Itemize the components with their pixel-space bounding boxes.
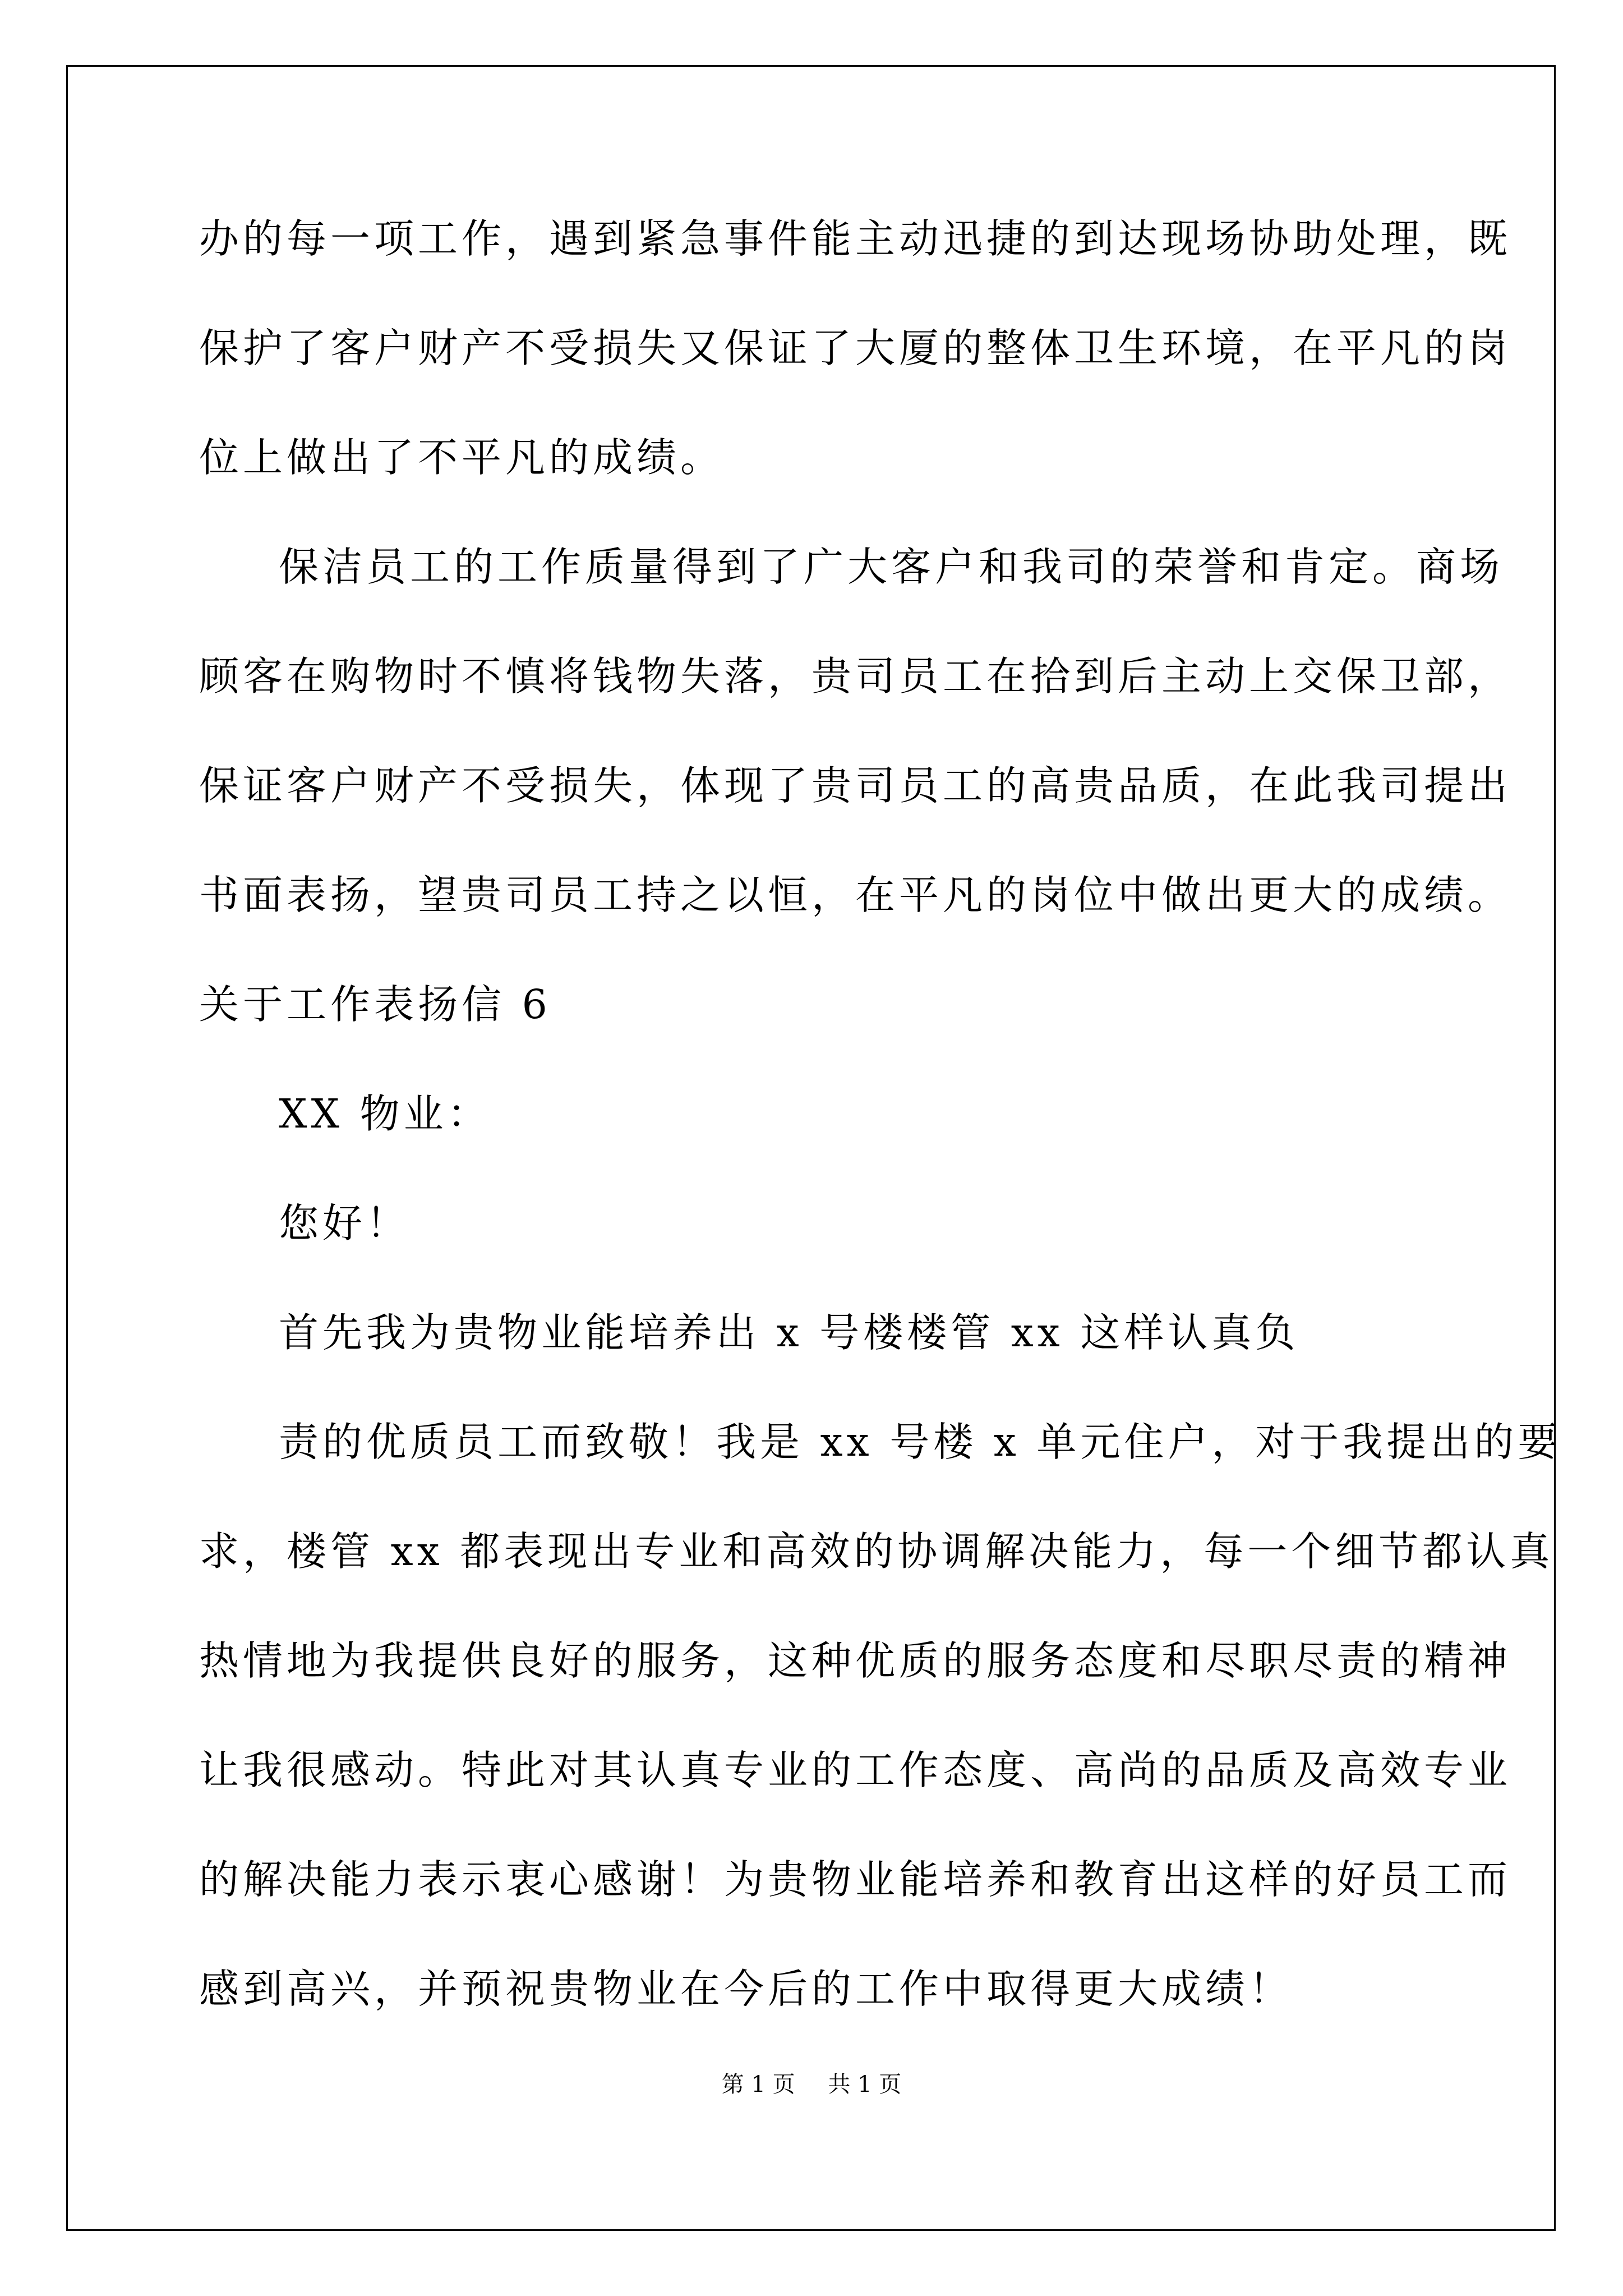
text-line: 责的优质员工而致敬！我是 xx 号楼 x 单元住户，对于我提出的要 [279, 1419, 1562, 1465]
salutation: XX 物业： [279, 1091, 491, 1137]
text-line: 保洁员工的工作质量得到了广大客户和我司的荣誉和肯定。商场 [279, 544, 1504, 590]
text-line: 保护了客户财产不受损失又保证了大厦的整体卫生环境，在平凡的岗 [199, 325, 1512, 371]
text-line: 首先我为贵物业能培养出 x 号楼楼管 xx 这样认真负 [279, 1309, 1299, 1356]
section-heading: 关于工作表扬信 6 [199, 981, 551, 1028]
text-line: 书面表扬，望贵司员工持之以恒，在平凡的岗位中做出更大的成绩。 [199, 872, 1512, 918]
greeting: 您好！ [279, 1200, 411, 1246]
text-line: 顾客在购物时不慎将钱物失落，贵司员工在拾到后主动上交保卫部， [199, 653, 1512, 700]
page-number: 第 1 页 [721, 2072, 795, 2097]
text-line: 位上做出了不平凡的成绩。 [199, 434, 725, 481]
page-footer [0, 2073, 1623, 2096]
text-line: 热情地为我提供良好的服务，这种优质的服务态度和尽职尽责的精神 [199, 1637, 1512, 1684]
document-body [199, 215, 1562, 2078]
page-total: 共 1 页 [828, 2072, 902, 2097]
text-line: 办的每一项工作，遇到紧急事件能主动迅捷的到达现场协助处理，既 [199, 215, 1512, 262]
text-line: 让我很感动。特此对其认真专业的工作态度、高尚的品质及高效专业 [199, 1747, 1512, 1793]
text-line: 感到高兴，并预祝贵物业在今后的工作中取得更大成绩！ [199, 1966, 1293, 2012]
text-line: 求，楼管 xx 都表现出专业和高效的协调解决能力，每一个细节都认真 [199, 1528, 1554, 1575]
text-line: 的解决能力表示衷心感谢！为贵物业能培养和教育出这样的好员工而 [199, 1856, 1512, 1903]
text-line: 保证客户财产不受损失，体现了贵司员工的高贵品质，在此我司提出 [199, 762, 1512, 809]
